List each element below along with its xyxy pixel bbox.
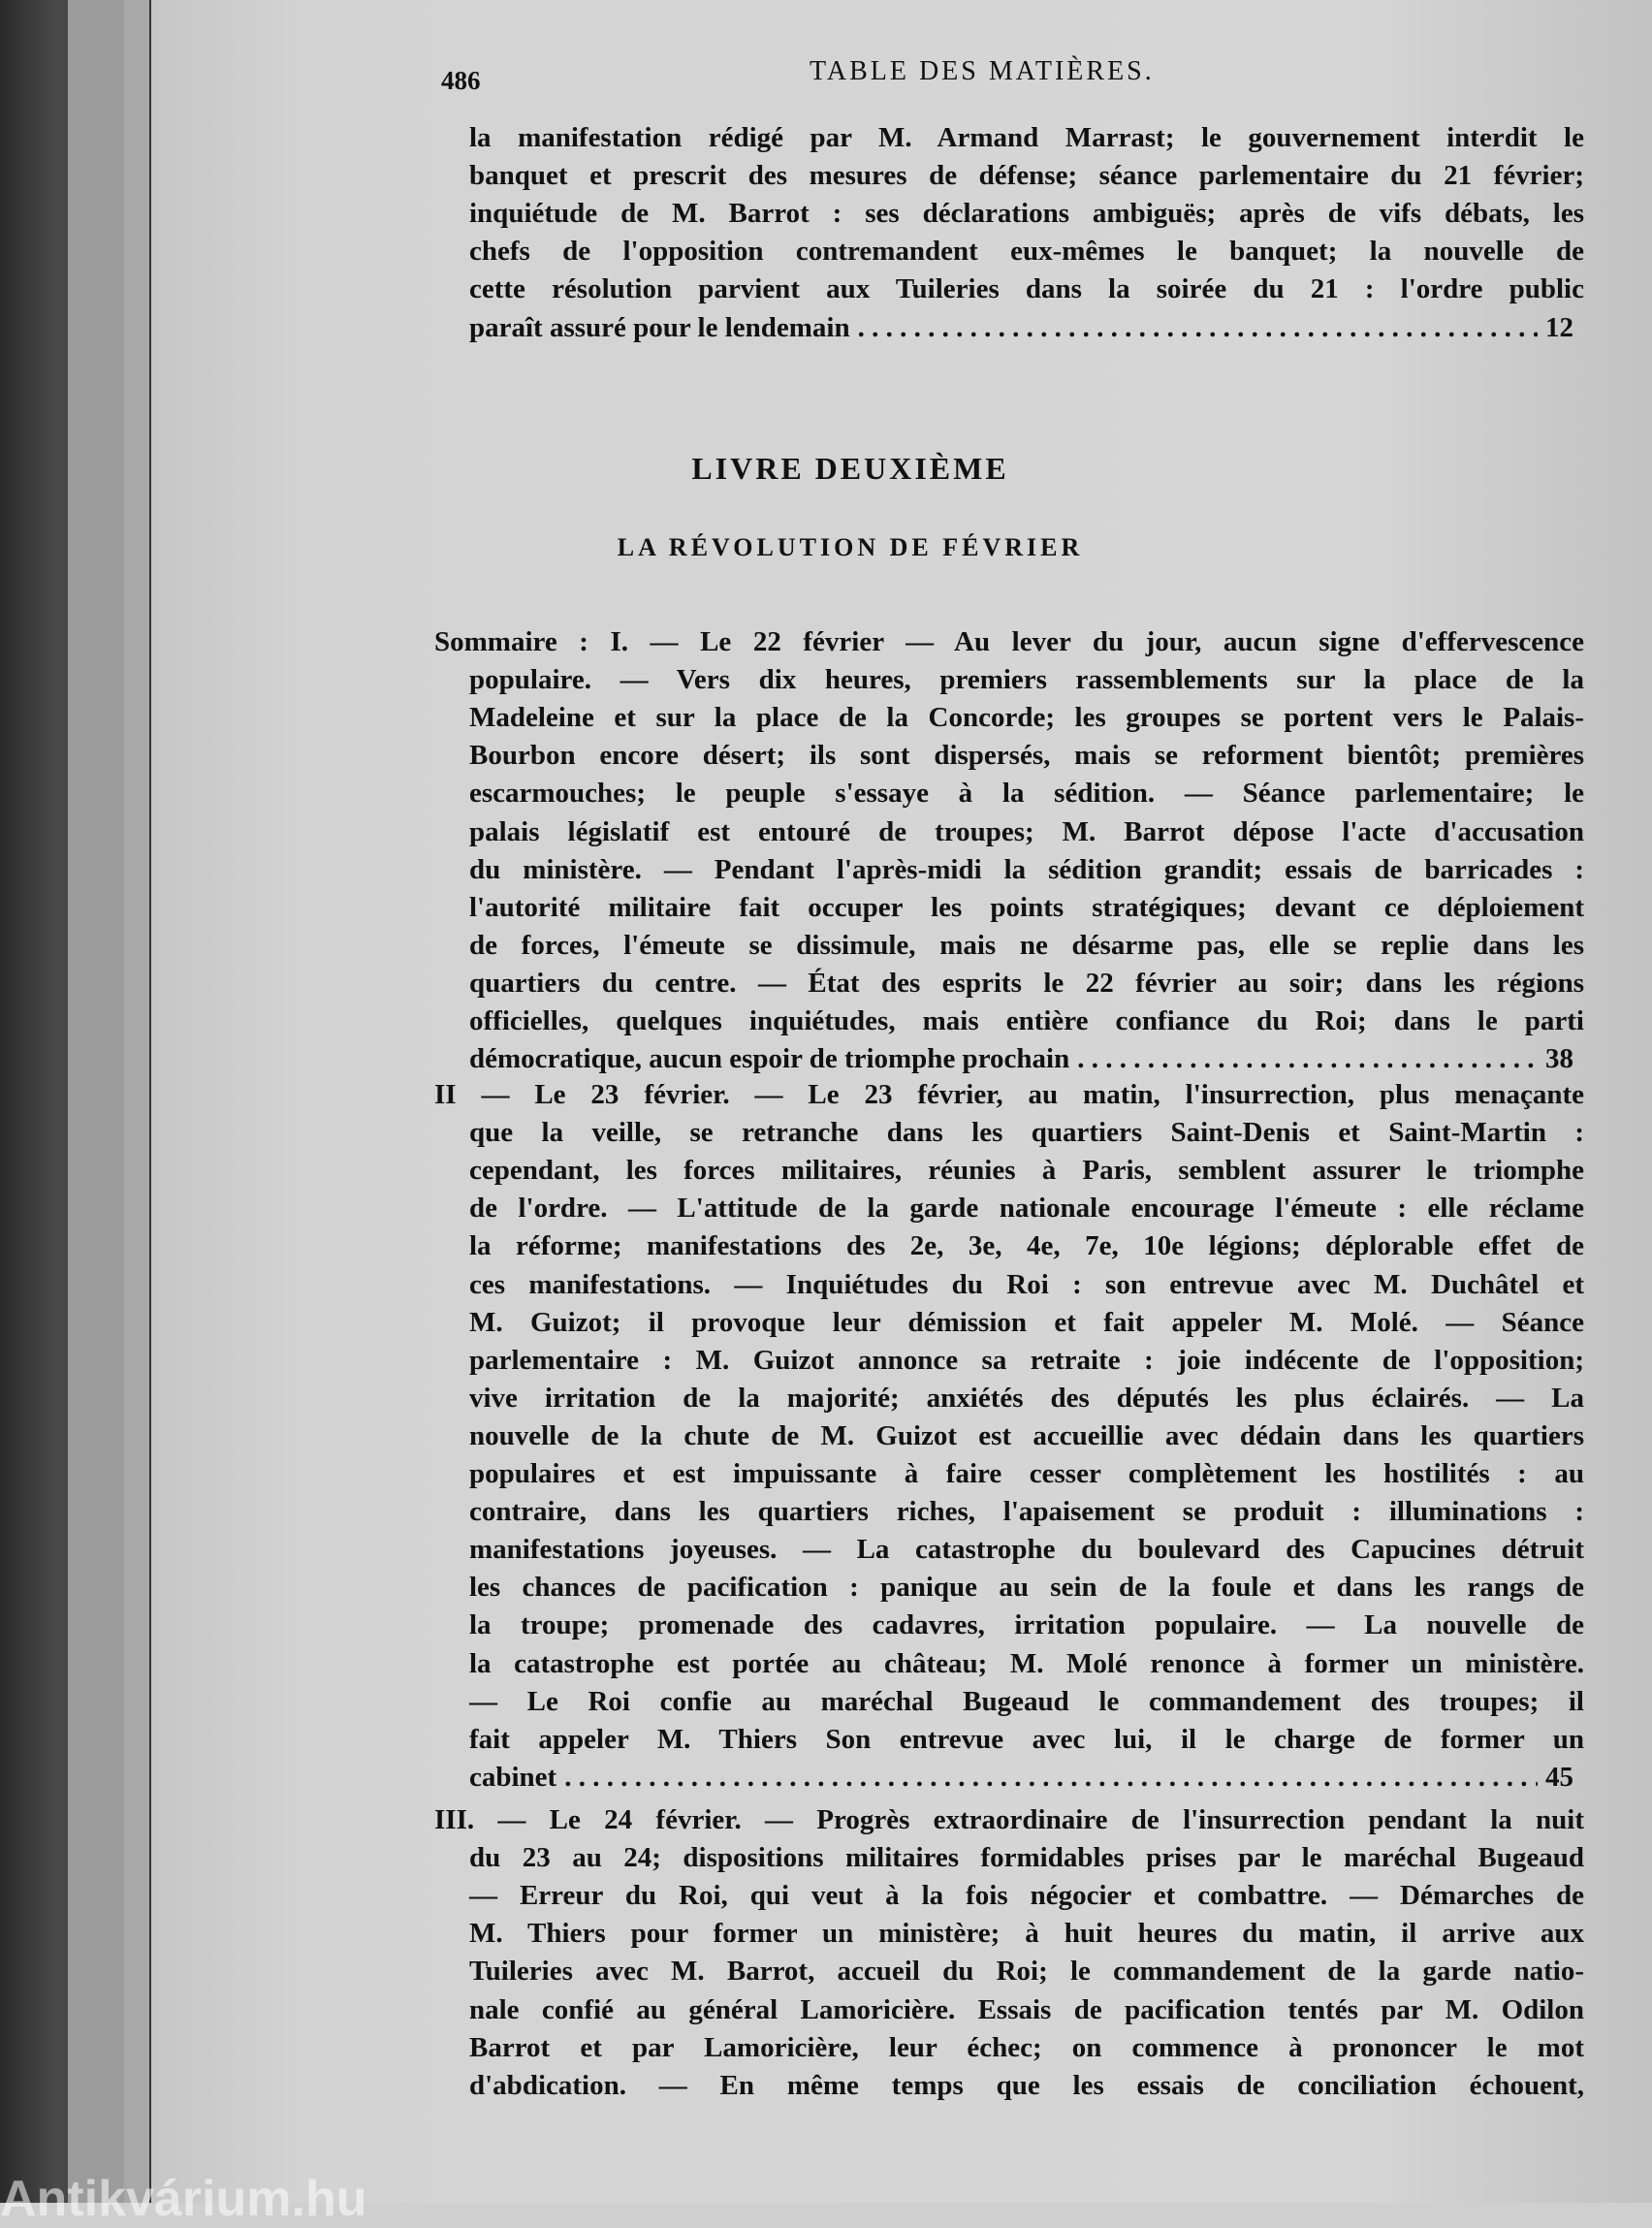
toc-line: manifestations joyeuses. — La catastrophe du boulevard des Capucines détruit — [469, 1534, 1584, 1566]
toc-line: cependant, les forces militaires, réunies à Paris, semblent assurer le triomphe — [469, 1155, 1584, 1187]
toc-line: III. — Le 24 février. — Progrès extraordinaire de l'insurrection pendant la nuit — [434, 1804, 1584, 1835]
toc-line: Bourbon encore désert; ils sont dispersés, mais se reforment bientôt; premières — [469, 740, 1584, 772]
toc-entry-last-line — [469, 1761, 1584, 1794]
toc-line: que la veille, se retranche dans les quartiers Saint-Denis et Saint-Martin : — [469, 1117, 1584, 1149]
toc-line: banquet et prescrit des mesures de défense; séance parlementaire du 21 février; — [469, 160, 1584, 192]
toc-line: parlementaire : M. Guizot annonce sa retraite : joie indécente de l'opposition; — [469, 1344, 1584, 1376]
book-subtitle: LA RÉVOLUTION DE FÉVRIER — [617, 533, 1084, 561]
toc-line: — Le Roi confie au maréchal Bugeaud le commandement des troupes; il — [469, 1685, 1584, 1717]
toc-line: — Erreur du Roi, qui veut à la fois négocier et combattre. — Démarches de — [469, 1880, 1584, 1912]
toc-line: M. Thiers pour former un ministère; à huit heures du matin, il arrive aux — [469, 1918, 1584, 1950]
toc-entry-last-line — [469, 1042, 1584, 1075]
entry-text: paraît assuré pour le lendemain — [469, 311, 850, 343]
toc-line: du ministère. — Pendant l'après-midi la sédition grandit; essais de barricades : — [469, 853, 1584, 885]
toc-line: inquiétude de M. Barrot : ses déclarations ambiguës; après de vifs débats, les — [469, 198, 1584, 230]
page-edge-strip-inner — [124, 0, 151, 2203]
toc-line: de l'ordre. — L'attitude de la garde nationale encourage l'émeute : elle réclame — [469, 1193, 1584, 1225]
toc-line: Barrot et par Lamoricière, leur échec; on commence à prononcer le mot — [469, 2031, 1584, 2063]
toc-line: chefs de l'opposition contremandent eux-mêmes le banquet; la nouvelle de — [469, 236, 1584, 268]
toc-line: Tuileries avec M. Barrot, accueil du Roi; le commandement de la garde natio- — [469, 1956, 1584, 1988]
toc-line: populaires et est impuissante à faire cesser complètement les hostilités : au — [469, 1458, 1584, 1489]
toc-entry-last-line — [469, 311, 1584, 344]
toc-line: Madeleine et sur la place de la Concorde; les groupes se portent vers le Palais- — [469, 702, 1584, 734]
page-reference: 45 — [1545, 1761, 1573, 1793]
page-number: 486 — [441, 66, 481, 95]
toc-line: Sommaire : I. — Le 22 février — Au lever du jour, aucun signe d'effervescence — [434, 626, 1584, 657]
book-title: LIVRE DEUXIÈME — [691, 451, 1009, 486]
entry-text: démocratique, aucun espoir de triomphe prochain — [469, 1043, 1070, 1075]
toc-line: II — Le 23 février. — Le 23 février, au matin, l'insurrection, plus menaçante — [434, 1079, 1584, 1110]
toc-line: vive irritation de la majorité; anxiétés des députés les plus éclairés. — La — [469, 1382, 1584, 1414]
toc-line: nouvelle de la chute de M. Guizot est accueillie avec dédain dans les quartiers — [469, 1419, 1584, 1451]
toc-line: escarmouches; le peuple s'essaye à la sédition. — Séance parlementaire; le — [469, 778, 1584, 810]
toc-line: les chances de pacification : panique au sein de la foule et dans les rangs de — [469, 1572, 1584, 1604]
page-edge-strip — [68, 0, 126, 2203]
page-reference: 12 — [1545, 311, 1573, 343]
toc-line: quartiers du centre. — État des esprits le 22 février au soir; dans les régions — [469, 967, 1584, 999]
toc-line: contraire, dans les quartiers riches, l'apaisement se produit : illuminations : — [469, 1496, 1584, 1528]
toc-line: nale confié au général Lamoricière. Essais de pacification tentés par M. Odilon — [469, 1993, 1584, 2025]
page-reference: 38 — [1545, 1043, 1573, 1075]
toc-line: populaire. — Vers dix heures, premiers rassemblements sur la place de la — [469, 664, 1584, 696]
toc-line: palais législatif est entouré de troupes; M. Barrot dépose l'acte d'accusation — [469, 815, 1584, 847]
entry-text: cabinet — [469, 1761, 557, 1793]
toc-line: cette résolution parvient aux Tuileries dans la soirée du 21 : l'ordre public — [469, 273, 1584, 305]
watermark: Antikvárium.hu — [0, 2171, 367, 2227]
toc-line: du 23 au 24; dispositions militaires formidables prises par le maréchal Bugeaud — [469, 1842, 1584, 1874]
toc-line: ces manifestations. — Inquiétudes du Roi : son entrevue avec M. Duchâtel et — [469, 1268, 1584, 1300]
toc-line: fait appeler M. Thiers Son entrevue avec lui, il le charge de former un — [469, 1723, 1584, 1755]
toc-line: d'abdication. — En même temps que les essais de conciliation échouent, — [469, 2069, 1584, 2101]
toc-line: la catastrophe est portée au château; M. Molé renonce à former un ministère. — [469, 1647, 1584, 1679]
dot-leader — [564, 1761, 1538, 1794]
toc-line: M. Guizot; il provoque leur démission et fait appeler M. Molé. — Séance — [469, 1306, 1584, 1338]
dot-leader — [858, 311, 1538, 344]
dot-leader — [1077, 1042, 1538, 1075]
running-title: TABLE DES MATIÈRES. — [810, 56, 1155, 86]
toc-line: la manifestation rédigé par M. Armand Marrast; le gouvernement interdit le — [469, 122, 1584, 153]
toc-line: l'autorité militaire fait occuper les points stratégiques; devant ce déploiement — [469, 891, 1584, 923]
toc-line: la troupe; promenade des cadavres, irritation populaire. — La nouvelle de — [469, 1609, 1584, 1641]
toc-line: officielles, quelques inquiétudes, mais entière confiance du Roi; dans le parti — [469, 1005, 1584, 1036]
toc-line: la réforme; manifestations des 2e, 3e, 4e, 7e, 10e légions; déplorable effet de — [469, 1230, 1584, 1262]
toc-line: de forces, l'émeute se dissimule, mais ne désarme pas, elle se replie dans les — [469, 929, 1584, 961]
